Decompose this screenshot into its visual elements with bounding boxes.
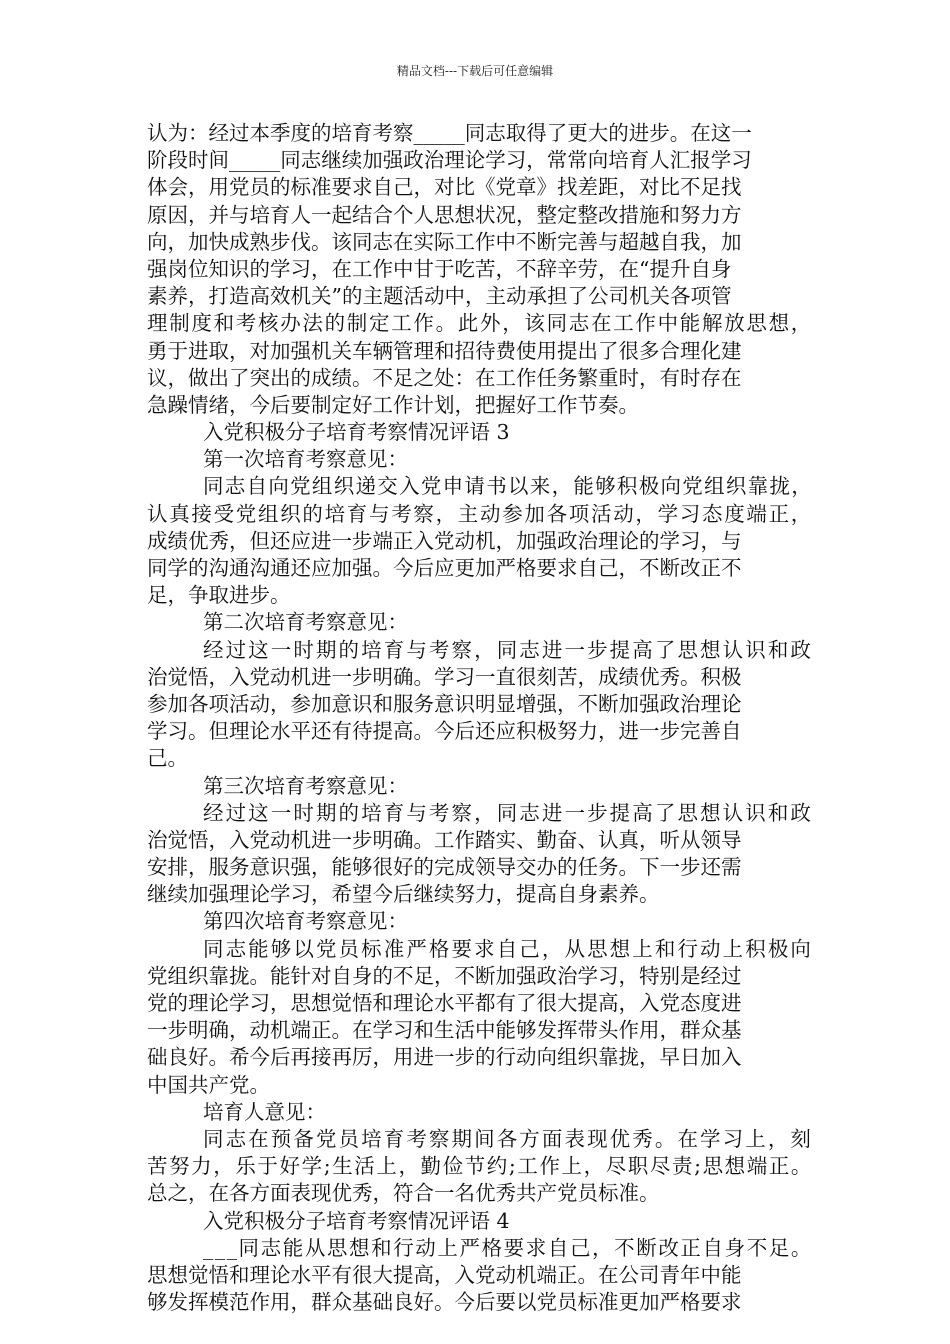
text-line: 治觉悟，入党动机进一步明确。学习一直很刻苦，成绩优秀。积极	[147, 664, 742, 689]
page-header: 精品文档---下载后可任意编辑	[396, 64, 554, 78]
text-line: 阶段时间_____同志继续加强政治理论学习，常常向培育人汇报学习	[147, 148, 752, 173]
text-line: 中国共产党。	[147, 1072, 270, 1097]
text-line: 勇于进取，对加强机关车辆管理和招待费使用提出了很多合理化建	[147, 338, 742, 363]
text-line: 础良好。希今后再接再厉，用进一步的行动向组织靠拢，早日加入	[147, 1045, 742, 1070]
text-line: 继续加强理论学习，希望今后继续努力，提高自身素养。	[147, 882, 660, 907]
text-line: 够发挥模范作用，群众基础良好。今后要以党员标准更加严格要求	[147, 1290, 742, 1315]
text-line: 安排，服务意识强，能够很好的完成领导交办的任务。下一步还需	[147, 855, 742, 880]
text-line: 强岗位知识的学习，在工作中甘于吃苦，不辞辛劳，在“提升自身	[147, 256, 732, 281]
text-line: 议，做出了突出的成绩。不足之处：在工作任务繁重时，有时存在	[147, 365, 742, 390]
text-line: 入党积极分子培育考察情况评语 3	[203, 420, 510, 445]
text-line: 入党积极分子培育考察情况评语 4	[203, 1208, 510, 1233]
text-line: 党的理论学习，思想觉悟和理论水平都有了很大提高，入党态度进	[147, 991, 742, 1015]
text-line: 一步明确，动机端正。在学习和生活中能够发挥带头作用，群众基	[147, 1018, 742, 1043]
text-line: 参加各项活动，参加意识和服务意识明显增强，不断加强政治理论	[147, 691, 742, 716]
text-line: 素养，打造高效机关”的主题活动中，主动承担了公司机关各项管	[147, 284, 732, 309]
text-line: 苦努力，乐于好学;生活上，勤俭节约;工作上，尽职尽责;思想端正。	[147, 1154, 813, 1179]
text-line: 原因，并与培育人一起结合个人思想状况，整定整改措施和努力方	[147, 202, 742, 227]
text-line: 第四次培育考察意见：	[203, 909, 408, 934]
text-line: 同志能够以党员标准严格要求自己，从思想上和行动上积极向	[203, 936, 813, 961]
text-line: 向，加快成熟步伐。该同志在实际工作中不断完善与超越自我，加	[147, 229, 742, 254]
text-line: 急躁情绪，今后要制定好工作计划，把握好工作节奏。	[147, 392, 639, 417]
text-line: 培育人意见：	[203, 1099, 326, 1124]
document-body	[147, 120, 813, 1316]
text-line: 第二次培育考察意见：	[203, 610, 408, 635]
text-line: 体会，用党员的标准要求自己，对比《党章》找差距，对比不足找	[147, 175, 742, 200]
text-line: 成绩优秀，但还应进一步端正入党动机，加强政治理论的学习，与	[147, 528, 742, 553]
text-line: 治觉悟，入党动机进一步明确。工作踏实、勤奋、认真，听从领导	[147, 827, 742, 852]
text-line: 党组织靠拢。能针对自身的不足，不断加强政治学习，特别是经过	[147, 963, 742, 988]
text-line: 己。	[147, 746, 188, 771]
text-line: 总之，在各方面表现优秀，符合一名优秀共产党员标准。	[147, 1181, 660, 1206]
text-line: 足，争取进步。	[147, 583, 291, 608]
text-line: ___同志能从思想和行动上严格要求自己，不断改正自身不足。	[203, 1235, 813, 1260]
text-line: 同志在预备党员培育考察期间各方面表现优秀。在学习上，刻	[203, 1126, 813, 1151]
text-line: 经过这一时期的培育与考察，同志进一步提高了思想认识和政	[203, 637, 813, 662]
text-line: 第三次培育考察意见：	[203, 773, 408, 798]
text-line: 认真接受党组织的培育与考察，主动参加各项活动，学习态度端正，	[147, 501, 813, 526]
text-line: 同学的沟通沟通还应加强。今后应更加严格要求自己，不断改正不	[147, 556, 742, 580]
text-line: 经过这一时期的培育与考察，同志进一步提高了思想认识和政	[203, 800, 813, 825]
text-line: 理制度和考核办法的制定工作。此外，该同志在工作中能解放思想，	[147, 311, 813, 336]
text-line: 学习。但理论水平还有待提高。今后还应积极努力，进一步完善自	[147, 719, 742, 744]
text-line: 第一次培育考察意见：	[203, 447, 408, 472]
text-line: 同志自向党组织递交入党申请书以来，能够积极向党组织靠拢，	[203, 474, 813, 499]
text-line: 思想觉悟和理论水平有很大提高，入党动机端正。在公司青年中能	[147, 1262, 742, 1287]
text-line: 认为：经过本季度的培育考察_____同志取得了更大的进步。在这一	[147, 121, 752, 145]
